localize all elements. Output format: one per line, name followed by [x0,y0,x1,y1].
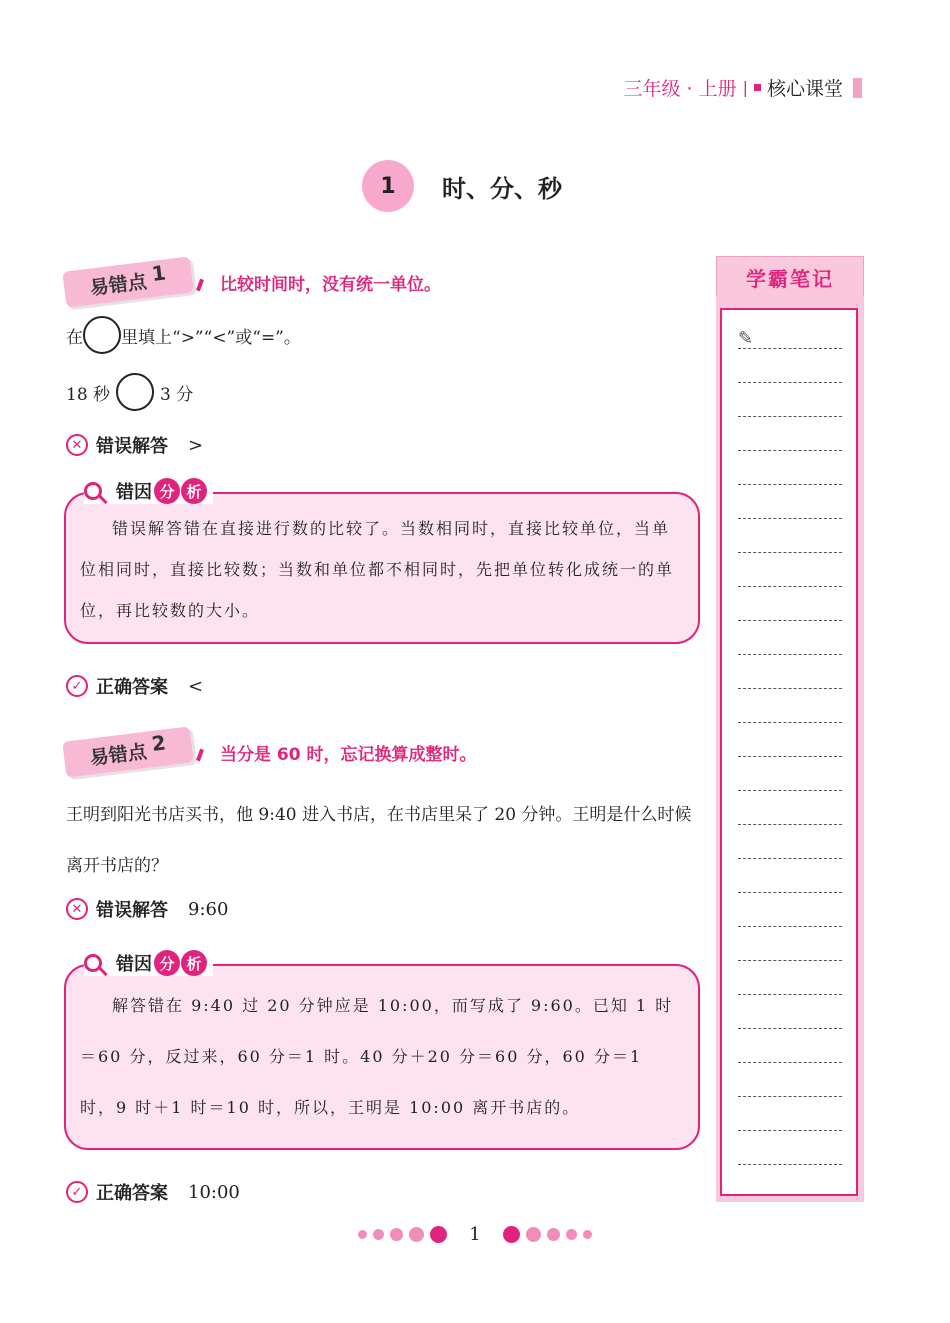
footer-dot [409,1227,424,1242]
note-line [738,892,842,893]
notes-body [716,296,864,1202]
cross-icon: ✕ [66,898,88,920]
page-footer [0,1224,950,1245]
magnifier-icon [84,482,102,500]
pencil-icon: ✎ [738,328,754,349]
note-line [738,620,842,621]
lesson-title [362,160,562,212]
note-line [738,416,842,417]
wrong-value: > [188,434,204,456]
right-value: < [188,675,204,697]
expression-1 [66,373,193,411]
grade-label: 三年级 · 上册 [623,78,737,100]
footer-dot [390,1228,403,1241]
analysis-heading-2 [84,950,213,976]
badge-label: 易错点 [88,270,148,300]
note-line [738,722,842,723]
footer-dot [358,1230,367,1239]
note-line [738,1028,842,1029]
right-answer-2 [66,1179,240,1205]
wrong-value: 9:60 [188,898,229,920]
wrong-answer-2 [66,896,228,922]
analysis-tags [154,478,207,504]
error-point-desc: 当分是 60 时，忘记换算成整时。 [220,744,477,765]
right-label: 正确答案 [96,1183,168,1204]
footer-dot [430,1226,447,1243]
question-2: 王明到阳光书店买书，他 9:40 进入书店，在书店里呆了 20 分钟。王明是什么时候离开书店的？ [66,805,692,876]
note-line [738,1096,842,1097]
note-line [738,518,842,519]
notes-panel [716,256,864,1202]
page-header [623,74,862,101]
analysis-box-1 [64,492,700,644]
error-point-2 [64,726,477,778]
note-line [738,450,842,451]
error-point-1 [64,256,441,308]
note-line [738,688,842,689]
header-bar [853,78,862,98]
error-point-desc: 比较时间时，没有统一单位。 [220,274,441,295]
expr-right: 3 分 [160,384,194,405]
analysis-tag: 分 [154,478,180,504]
analysis-title: 错因 [116,954,152,975]
note-line [738,552,842,553]
note-line [738,960,842,961]
note-line [738,382,842,383]
note-line [738,586,842,587]
badge-number: 2 [150,730,168,756]
magnifier-icon [84,954,102,972]
note-line [738,926,842,927]
note-line [738,790,842,791]
footer-dot [373,1229,384,1240]
note-line [738,348,842,349]
answer-circle [116,373,154,411]
notes-title: 学霸笔记 [716,256,864,298]
wrong-answer-1 [66,432,203,458]
note-line [738,858,842,859]
question-prefix: 在 [66,327,83,348]
badge-tick [196,749,204,762]
analysis-title: 错因 [116,482,152,503]
analysis-tag: 分 [154,950,180,976]
note-line [738,1164,842,1165]
note-line [738,1130,842,1131]
cross-icon: ✕ [66,434,88,456]
footer-dot [547,1228,560,1241]
analysis-tags [154,950,207,976]
check-icon: ✓ [66,1181,88,1203]
footer-dot [526,1227,541,1242]
analysis-tag: 析 [181,950,207,976]
footer-dot [583,1230,592,1239]
right-label: 正确答案 [96,677,168,698]
badge-tick [196,279,204,292]
wrong-label: 错误解答 [96,900,168,921]
badge-number: 1 [150,260,168,286]
header-separator: | [742,78,748,97]
badge-label: 易错点 [88,740,148,770]
lesson-name: 时、分、秒 [442,174,562,203]
course-label: 核心课堂 [766,78,843,100]
footer-dot [503,1226,520,1243]
note-line [738,824,842,825]
note-line [738,994,842,995]
question-suffix: 里填上“>”“<”或“=”。 [121,327,301,348]
analysis-text: 解答错在 9:40 过 20 分钟应是 10:00，而写成了 9:60。已知 1 时＝60 分，反过来，60 分＝1 时。40 分＋20 分＝60 分，60 分＝1 时，9 时＋1 时＝10 时，所以，王明是 10:00 离开书店的。 [80,996,674,1117]
note-line [738,756,842,757]
right-answer-1 [66,673,203,699]
note-line [738,654,842,655]
footer-dot [566,1229,577,1240]
note-line [738,484,842,485]
note-line [738,1062,842,1063]
lesson-number: 1 [362,160,414,212]
analysis-heading-1 [84,478,213,504]
notes-lined-area [720,308,858,1196]
check-icon: ✓ [66,675,88,697]
expr-left: 18 秒 [66,384,111,405]
answer-circle [83,316,121,354]
analysis-tag: 析 [181,478,207,504]
right-value: 10:00 [188,1181,240,1203]
analysis-box-2 [64,964,700,1150]
wrong-label: 错误解答 [96,436,168,457]
error-point-badge [62,256,193,307]
square-icon [754,84,761,91]
question-1 [66,316,301,354]
page-number: 1 [469,1224,481,1245]
analysis-text: 错误解答错在直接进行数的比较了。当数相同时，直接比较单位，当单位相同时，直接比较数；当数和单位都不相同时，先把单位转化成统一的单位，再比较数的大小。 [80,519,675,620]
error-point-badge [62,726,193,777]
